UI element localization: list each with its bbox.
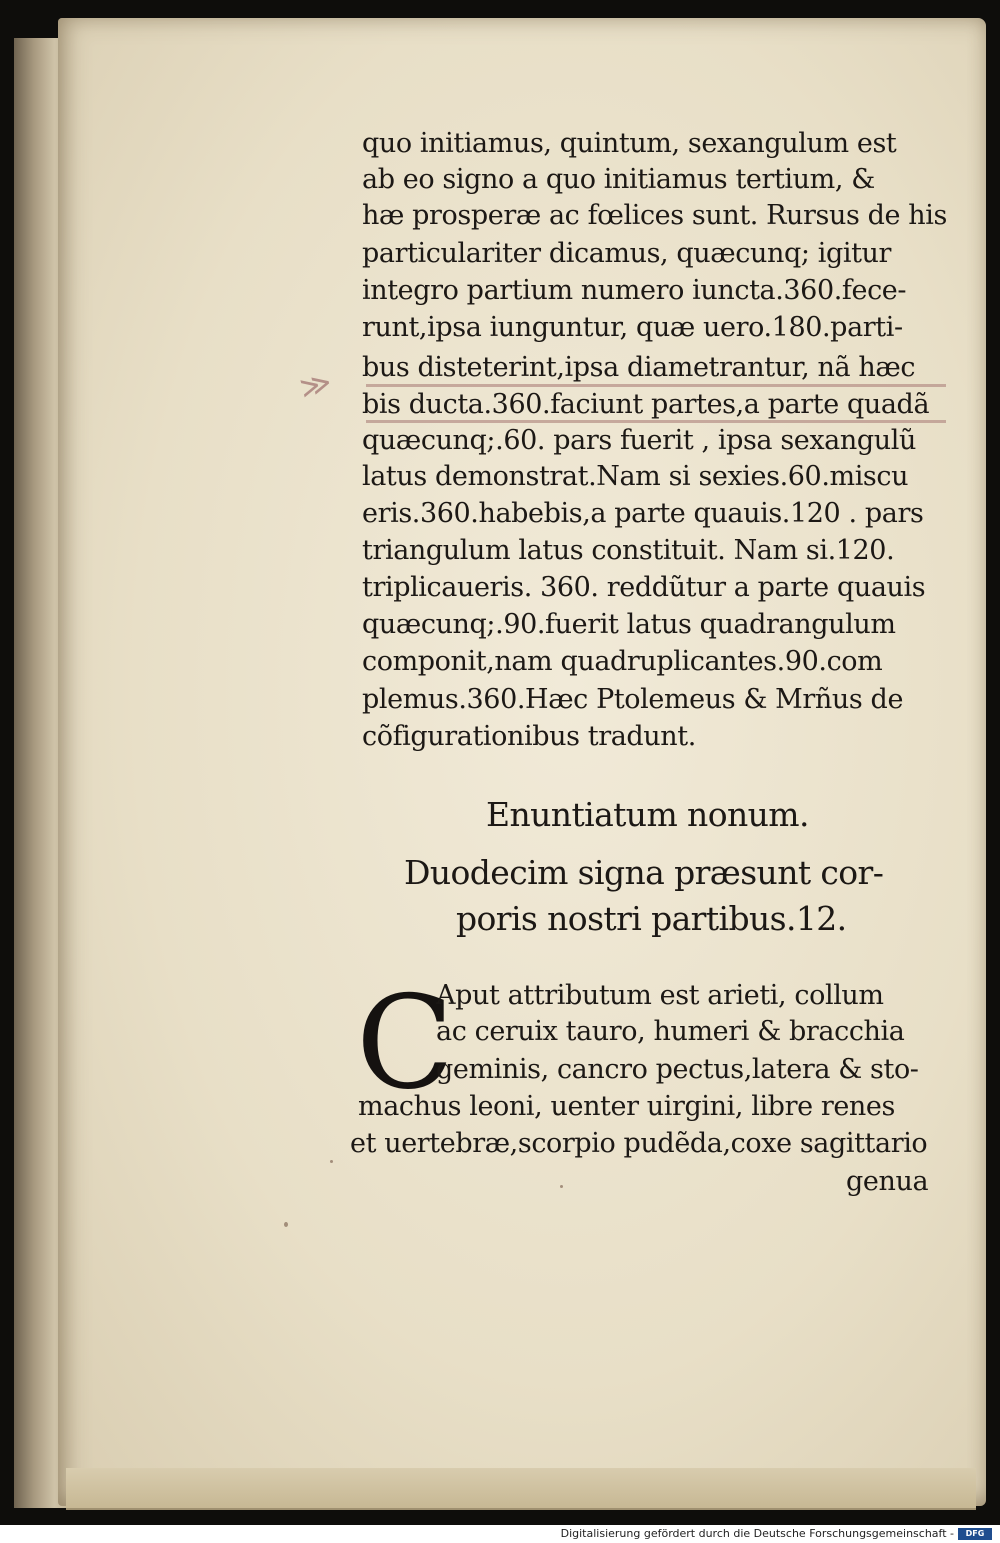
drop-cap: C <box>356 969 454 1118</box>
ink-speck <box>560 1185 563 1188</box>
text-line: et uertebræ,scorpio pudẽda,coxe sagittario <box>350 1128 928 1159</box>
text-line: bis ducta.360.faciunt partes,a parte quadã <box>362 389 930 420</box>
section-heading: Enuntiatum nonum. <box>486 795 809 834</box>
text-line: latus demonstrat.Nam si sexies.60.miscu <box>362 461 909 492</box>
ink-speck <box>284 1222 288 1227</box>
text-line: quæcunq;.60. pars fuerit , ipsa sexangulũ <box>362 425 916 456</box>
marginal-mark: ≫ <box>296 364 336 407</box>
text-line: cõfigurationibus tradunt. <box>362 721 696 752</box>
text-line: triplicaueris. 360. reddũtur a parte quauis <box>362 572 926 603</box>
ink-speck <box>330 1160 333 1163</box>
annotation-underline <box>366 420 946 423</box>
text-line: quo initiamus, quintum, sexangulum est <box>362 128 897 159</box>
annotation-underline <box>366 384 946 387</box>
footer-credit: Digitalisierung gefördert durch die Deutsche Forschungsgemeinschaft - <box>560 1527 954 1540</box>
text-line: geminis, cancro pectus,latera & sto- <box>436 1054 919 1085</box>
text-line: Aput attributum est arieti, collum <box>436 980 884 1011</box>
text-line: integro partium numero iuncta.360.fece- <box>362 275 907 306</box>
text-line: particulariter dicamus, quæcunq; igitur <box>362 238 892 269</box>
text-line: ab eo signo a quo initiamus tertium, & <box>362 164 875 195</box>
text-line: plemus.360.Hæc Ptolemeus & Mrñus de <box>362 684 904 715</box>
text-line: runt,ipsa iunguntur, quæ uero.180.parti- <box>362 312 903 343</box>
catchword: genua <box>846 1166 929 1197</box>
text-line: triangulum latus constituit. Nam si.120. <box>362 535 895 566</box>
dfg-logo: DFG <box>958 1528 992 1540</box>
text-line: hæ prosperæ ac fœlices sunt. Rursus de his <box>362 200 947 231</box>
text-line: eris.360.habebis,a parte quauis.120 . pars <box>362 498 924 529</box>
text-line: quæcunq;.90.fuerit latus quadrangulum <box>362 609 896 640</box>
text-line: bus disteterint,ipsa diametrantur, nã hæc <box>362 352 916 383</box>
text-line: componit,nam quadruplicantes.90.com <box>362 646 883 677</box>
page-bottom-edge <box>66 1468 976 1510</box>
footer-bar <box>0 1525 1000 1543</box>
text-line: machus leoni, uenter uirgini, libre renes <box>358 1091 895 1122</box>
text-line: ac ceruix tauro, humeri & bracchia <box>436 1016 905 1047</box>
section-subheading-line: Duodecim signa præsunt cor- <box>404 853 884 892</box>
section-subheading-line: poris nostri partibus.12. <box>456 899 847 938</box>
